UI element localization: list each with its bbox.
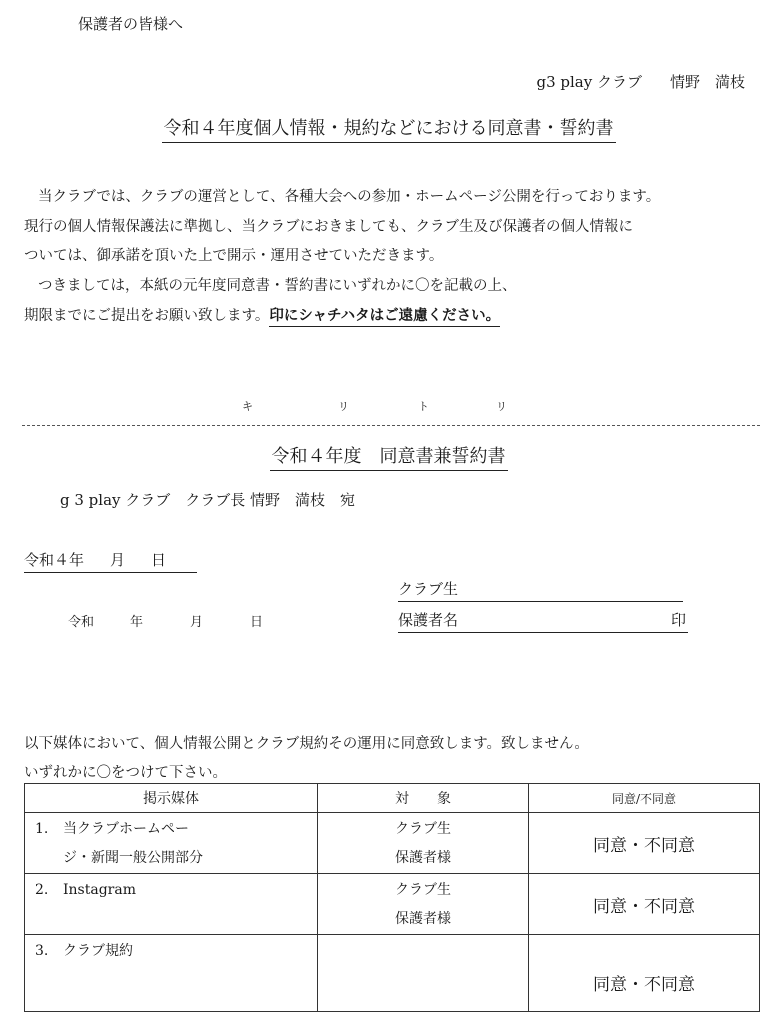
consent-choice-cell[interactable]: 同意・不同意 [529,813,760,874]
notice-line-5 [24,301,660,332]
consent-table [24,783,760,1012]
consent-choice-cell[interactable]: 同意・不同意 [529,874,760,935]
consent-statement [24,730,589,788]
signature-date-month: 月 [190,615,204,630]
notice-line-5-text: 期限までにご提出をお願い致します。 [24,308,270,324]
notice-line-3: ついては、御承諾を頂いた上で開示・運用させていただきます。 [24,248,444,264]
target-line-2: 保護者様 [395,911,451,927]
club-member-field[interactable] [398,578,683,602]
form-title-text: 令和４年度 同意書兼誓約書 [270,446,508,471]
consent-line-2: いずれかに〇をつけて下さい。 [24,765,227,781]
media-name-line-1: 当クラブホームペー [63,821,189,837]
notice-warning: 印にシャチハタはご遠慮ください。 [269,307,500,327]
cut-mark-3: ト [418,400,429,413]
notice-body [24,183,660,332]
target-line-1: クラブ生 [395,821,451,837]
media-name-line-2: ジ・新聞一般公開部分 [63,850,203,866]
cut-mark-1: キ [242,400,253,413]
addressee: g 3 play クラブ クラブ長 情野 満枝 宛 [60,491,356,509]
consent-line-1: 以下媒体において、個人情報公開とクラブ規約その運用に同意致します。致しません。 [24,736,589,752]
target-line-2: 保護者様 [395,850,451,866]
target-cell [318,935,529,1012]
row-number: 2. [35,882,49,898]
form-title [0,442,777,468]
signature-date-day: 日 [250,615,264,630]
media-cell [25,874,318,935]
target-line-1: クラブ生 [395,882,451,898]
table-header-row [25,784,760,813]
target-cell [318,813,529,874]
guardian-name-field[interactable] [398,609,688,633]
sender-club: g3 play クラブ [536,73,642,91]
notice-line-4: つきましては，本紙の元年度同意書・誓約書にいずれかに〇を記載の上、 [38,277,517,294]
cut-line [22,425,760,426]
notice-line-1: 当クラブでは、クラブの運営として、各種大会への参加・ホームページ公開を行っております。 [38,189,661,205]
date-day: 日 [151,551,167,569]
club-member-label: クラブ生 [398,580,459,598]
sender-line [536,71,745,92]
row-number: 3. [35,943,49,959]
document-title [0,114,777,140]
media-cell [25,935,318,1012]
cut-mark-2: リ [338,400,349,413]
seal-mark: 印 [670,611,686,629]
sender-name: 情野 満枝 [669,73,745,91]
table-row [25,813,760,874]
header-consent: 同意/不同意 [529,784,760,813]
submission-date[interactable] [24,549,197,573]
header-media: 掲示媒体 [25,784,318,813]
guardian-name-label: 保護者名 [398,611,459,629]
document-title-text: 令和４年度個人情報・規約などにおける同意書・誓約書 [162,118,616,143]
table-row [25,935,760,1012]
target-cell [318,874,529,935]
notice-line-2: 現行の個人情報保護法に準拠し、当クラブにおきましても、クラブ生及び保護者の個人情報に [24,218,633,235]
header-target: 対 象 [318,784,529,813]
signature-date-era: 令和 [68,615,95,630]
table-row [25,874,760,935]
media-name-line-1: Instagram [63,882,136,898]
consent-choice-cell[interactable]: 同意・不同意 [529,935,760,1012]
media-cell [25,813,318,874]
date-era-year: 令和４年 [24,551,85,569]
row-number: 1. [35,821,49,837]
salutation: 保護者の皆様へ [78,15,184,33]
date-month: 月 [110,551,126,569]
signature-date-year: 年 [130,615,144,630]
media-name-line-1: クラブ規約 [63,943,133,959]
cut-mark-4: リ [496,400,507,413]
